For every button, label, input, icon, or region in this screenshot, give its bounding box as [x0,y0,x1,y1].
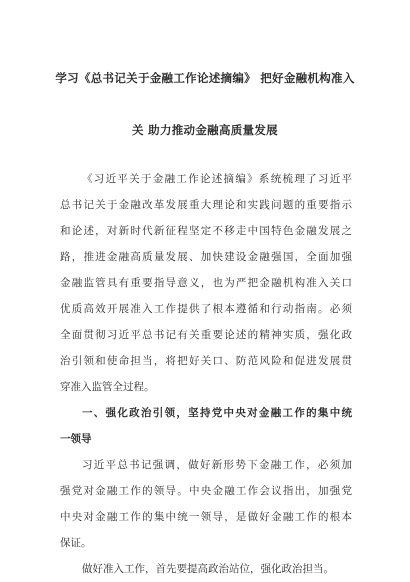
document-title-line-1: 学习《总书记关于金融工作论述摘编》 把好金融机构准入 [55,71,355,85]
paragraph-1-line: 全面贯彻习近平总书记有关重要论述的精神实质，强化政 [60,329,352,341]
paragraph-2-line: 保证。 [60,537,92,549]
paragraph-1-line: 金融监管具有重要指导意义，也为严把金融机构准入关口 [60,277,352,289]
section-heading-1: 一领导 [60,433,92,445]
paragraph-2-line: 习近平总书记强调，做好新形势下金融工作，必须加 [82,459,352,471]
paragraph-2-line: 中央对金融工作的集中统一领导，是做好金融工作的根本 [60,511,352,523]
paragraph-1-line: 穿准入监管全过程。 [60,381,155,393]
paragraph-2-line: 强党对金融工作的领导。中央金融工作会议指出，加强党 [60,485,352,497]
section-heading-1: 一、强化政治引领，坚持党中央对金融工作的集中统 [82,407,352,419]
paragraph-1-line: 和论述，对新时代新征程坚定不移走中国特色金融发展之 [60,225,352,237]
paragraph-1-line: 路，推进金融高质量发展、加快建设金融强国，全面加强 [60,251,352,263]
document-body [60,166,352,582]
paragraph-3-line: 做好准入工作，首先要提高政治站位，强化政治担当。 [82,563,334,575]
paragraph-1-line: 总书记关于金融改革发展重大理论和实践问题的重要指示 [60,199,352,211]
paragraph-1-line: 治引领和使命担当，将把好关口、防范风险和促进发展贯 [60,355,352,367]
paragraph-1-line: 优质高效开展准入工作提供了根本遵循和行动指南。必须 [60,303,352,315]
document-title-line-2: 关 助力推动金融高质量发展 [132,123,278,137]
paragraph-1-line: 《习近平关于金融工作论述摘编》系统梳理了习近平 [82,173,352,185]
